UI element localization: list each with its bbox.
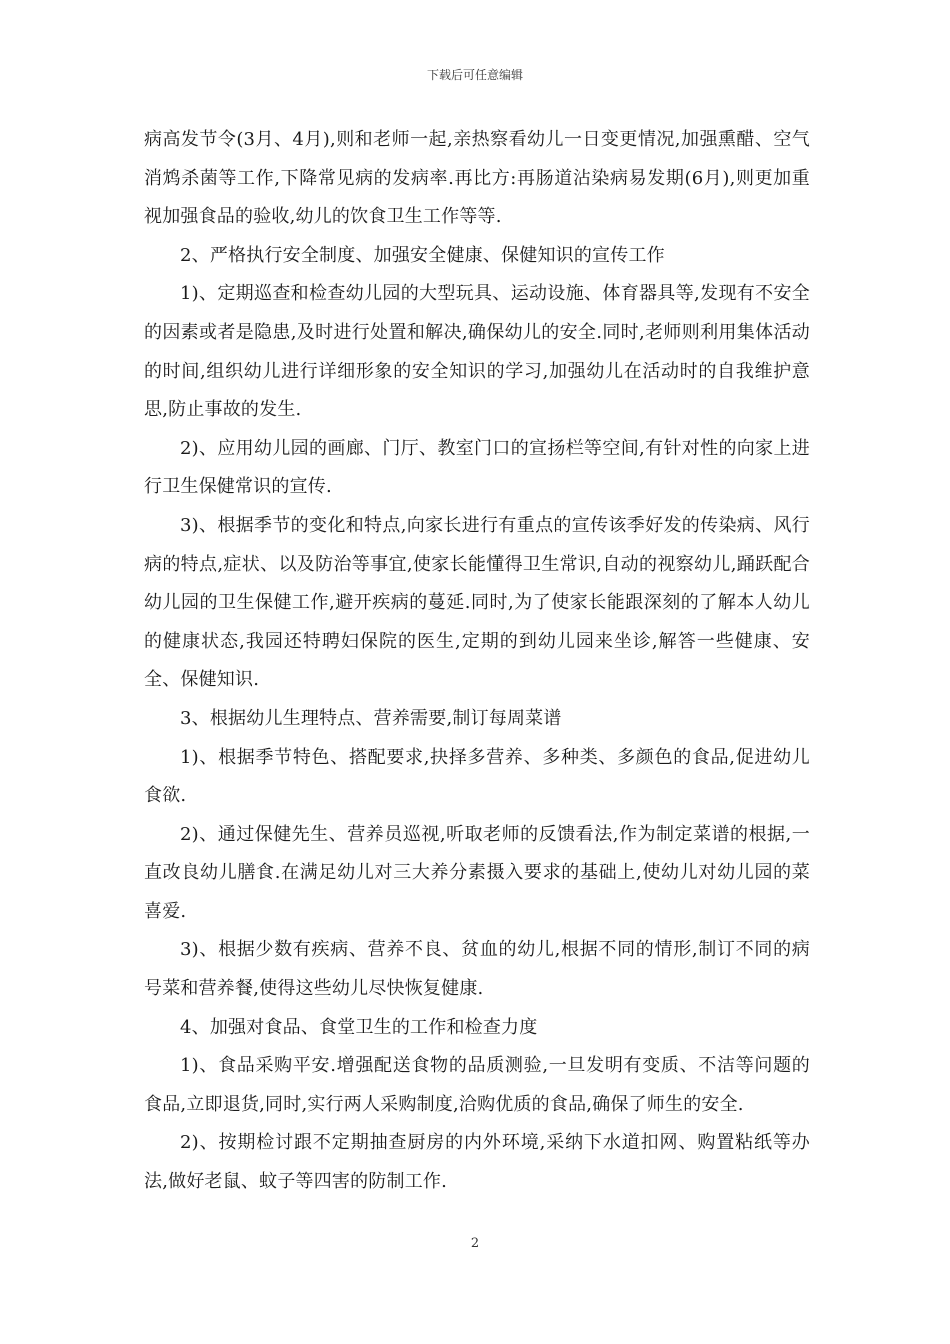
paragraph: 3)、根据少数有疾病、营养不良、贫血的幼儿,根据不同的情形,制订不同的病号菜和营养餐,使得这些幼儿尽快恢复健康. bbox=[144, 939, 810, 1000]
paragraph: 1)、定期巡查和检查幼儿园的大型玩具、运动设施、体育器具等,发现有不安全的因素或者是隐患,及时进行处置和解决,确保幼儿的安全.同时,老师则利用集体活动的时间,组织幼儿进行详细形象的安全知识的学习,加强幼儿在活动时的自我维护意思,防止事故的发生. bbox=[144, 283, 810, 421]
paragraph: 2)、通过保健先生、营养员巡视,听取老师的反馈看法,作为制定菜谱的根据,一直改良幼儿膳食.在满足幼儿对三大养分素摄入要求的基础上,使幼儿对幼儿园的菜喜爱. bbox=[144, 823, 810, 922]
paragraph: 1)、食品采购平安.增强配送食物的品质测验,一旦发明有变质、不洁等问题的食品,立即退货,同时,实行两人采购制度,洽购优质的食品,确保了师生的安全. bbox=[144, 1055, 810, 1115]
paragraph: 1)、根据季节特色、搭配要求,抉择多营养、多种类、多颜色的食品,促进幼儿食欲. bbox=[144, 746, 810, 807]
body-text bbox=[144, 121, 810, 1202]
paragraph: 病高发节令(3月、4月),则和老师一起,亲热察看幼儿一日变更情况,加强熏醋、空气消鸩杀菌等工作,下降常见病的发病率.再比方:再肠道沾染病易发期(6月),则更加重视加强食品的验收,幼儿的饮食卫生工作等等. bbox=[144, 129, 810, 228]
paragraph: 2)、应用幼儿园的画廊、门厅、教室门口的宣扬栏等空间,有针对性的向家上进行卫生保健常识的宣传. bbox=[144, 437, 810, 498]
paragraph: 3)、根据季节的变化和特点,向家长进行有重点的宣传该季好发的传染病、风行病的特点,症状、以及防治等事宜,使家长能懂得卫生常识,自动的视察幼儿,踊跃配合幼儿园的卫生保健工作,避开疾病的蔓延.同时,为了使家长能跟深刻的了解本人幼儿的健康状态,我园还特聘妇保院的医生,定期的到幼儿园来坐诊,解答一些健康、安全、保健知识. bbox=[144, 514, 810, 691]
page-number: 2 bbox=[470, 1236, 480, 1251]
section-heading: 4、加强对食品、食堂卫生的工作和检查力度 bbox=[180, 1016, 538, 1038]
section-heading: 2、严格执行安全制度、加强安全健康、保健知识的宣传工作 bbox=[180, 244, 665, 266]
paragraph: 2)、按期检讨跟不定期抽查厨房的内外环境,采纳下水道扣网、购置粘纸等办法,做好老鼠、蚊子等四害的防制工作. bbox=[144, 1132, 810, 1193]
header-note: 下载后可任意编辑 bbox=[426, 68, 523, 82]
section-heading: 3、根据幼儿生理特点、营养需要,制订每周菜谱 bbox=[180, 707, 562, 729]
